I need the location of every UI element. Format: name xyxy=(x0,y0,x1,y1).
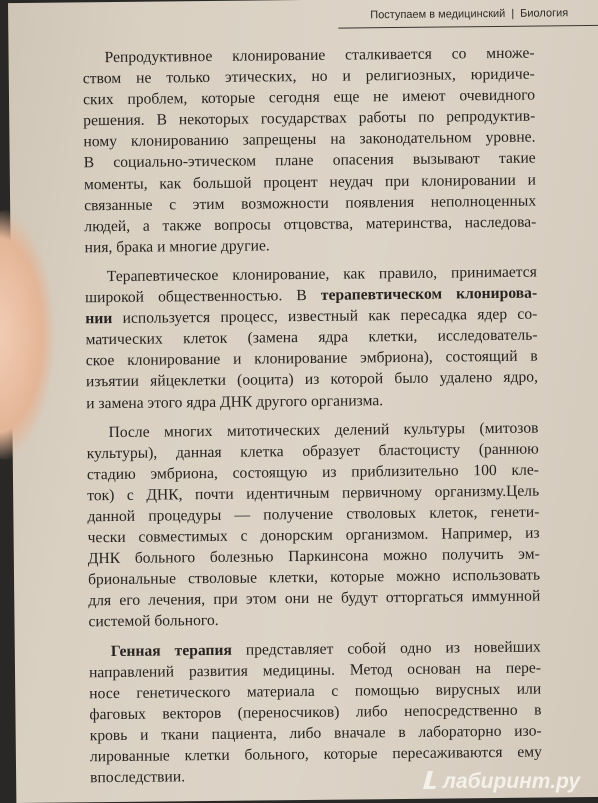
paragraph-reproductive-cloning xyxy=(82,43,536,259)
text-line: ских проблем, которые сегодня еще не имеют очевидного xyxy=(82,86,536,109)
text-line: стадию эмбриона, состоящую из приблизительно 100 кле- xyxy=(86,461,540,484)
text-line: культуры), данная клетка образует бластоцисту (раннюю xyxy=(86,440,539,462)
text-line: для его лечения, при этом они не будут отторгаться иммунной xyxy=(88,587,541,610)
text-line: чески совместимых с донорским организмом. Например, из xyxy=(87,524,540,547)
text-line: ством не только этических, но и религиозных, юридиче- xyxy=(82,65,535,88)
text-line: системой больного. xyxy=(88,612,219,631)
text-line: После многих митотических делений культуры (митозов xyxy=(108,419,539,441)
text-line: В социально-этическом плане опасения вызывают такие xyxy=(83,150,536,172)
text-line: ДНК больного болезнью Паркинсона можно получить эм- xyxy=(87,545,540,568)
text-line: и замена этого ядра ДНК другого организма. xyxy=(86,391,384,412)
paragraph-stem-cells xyxy=(86,417,540,633)
paragraph-gene-therapy xyxy=(89,636,543,788)
text-run: представляет собой одно из новейших xyxy=(231,638,541,659)
text-line: изъятии яйцеклетки (ооцита) из которой было удалено ядро, xyxy=(85,368,539,391)
text-run: используется процесс, известный как пересадка ядер со- xyxy=(112,305,538,328)
text-line: кровь и ткани пациента, либо вначале в лабораторно изо- xyxy=(89,722,542,745)
bold-term: терапевтическом клонирова- xyxy=(320,284,538,304)
body-text xyxy=(82,43,542,789)
text-line: моменты, как большой процент неудач при клонировании и xyxy=(83,171,536,193)
header-separator: | xyxy=(511,7,515,20)
paragraph-therapeutic-cloning xyxy=(85,262,539,414)
header-subject: Биология xyxy=(520,7,569,20)
text-line: бриональные стволовые клетки, которые можно использовать xyxy=(87,566,541,589)
text-line: ному клонированию запрещены на законодательном уровне. xyxy=(83,128,536,151)
text-line: фаговых векторов (переносчиков) либо непосредственно в xyxy=(89,701,542,724)
text-line: людей, а также вопросы отцовства, материнства, наследова- xyxy=(84,213,537,236)
text-line: ния, брака и многие другие. xyxy=(84,237,270,257)
text-run: широкой общественностью. В xyxy=(85,286,321,307)
text-line: решения. В некоторых государствах работы по репродуктив- xyxy=(83,107,536,130)
text-line: лированные клетки больного, которые пересаживаются ему xyxy=(89,743,542,766)
running-header xyxy=(370,7,568,21)
watermark xyxy=(419,769,580,794)
text-line: Репродуктивное клонирование сталкивается со множе- xyxy=(104,44,535,67)
text-line: данной процедуры — получение стволовых клеток, генети- xyxy=(87,503,540,526)
text-line: ток) с ДНК, почти идентичным первичному организму.Цель xyxy=(87,482,540,505)
labyrinth-logo-icon xyxy=(419,769,439,791)
text-line: Терапевтическое клонирование, как правило, принимается xyxy=(106,263,537,286)
text-line: связанные с этим возможности появления неполноценных xyxy=(84,192,537,214)
header-section: Поступаем в медицинский xyxy=(370,7,506,22)
text-line: впоследствии. xyxy=(90,768,186,787)
text-line: носе генетического материала с помощью вирусных или xyxy=(89,680,542,702)
book-page xyxy=(8,0,598,803)
watermark-text: лабиринт.ру xyxy=(442,770,580,793)
text-line: направлений развития медицины. Метод основан на пере- xyxy=(88,659,542,681)
bold-term: Генная терапия xyxy=(110,641,232,660)
text-line: матических клеток (замена ядра клетки, исследователь- xyxy=(85,326,538,349)
text-line: ское клонирование и клонирование эмбриона), состоящий в xyxy=(85,347,538,370)
bold-term: нии xyxy=(85,310,113,328)
